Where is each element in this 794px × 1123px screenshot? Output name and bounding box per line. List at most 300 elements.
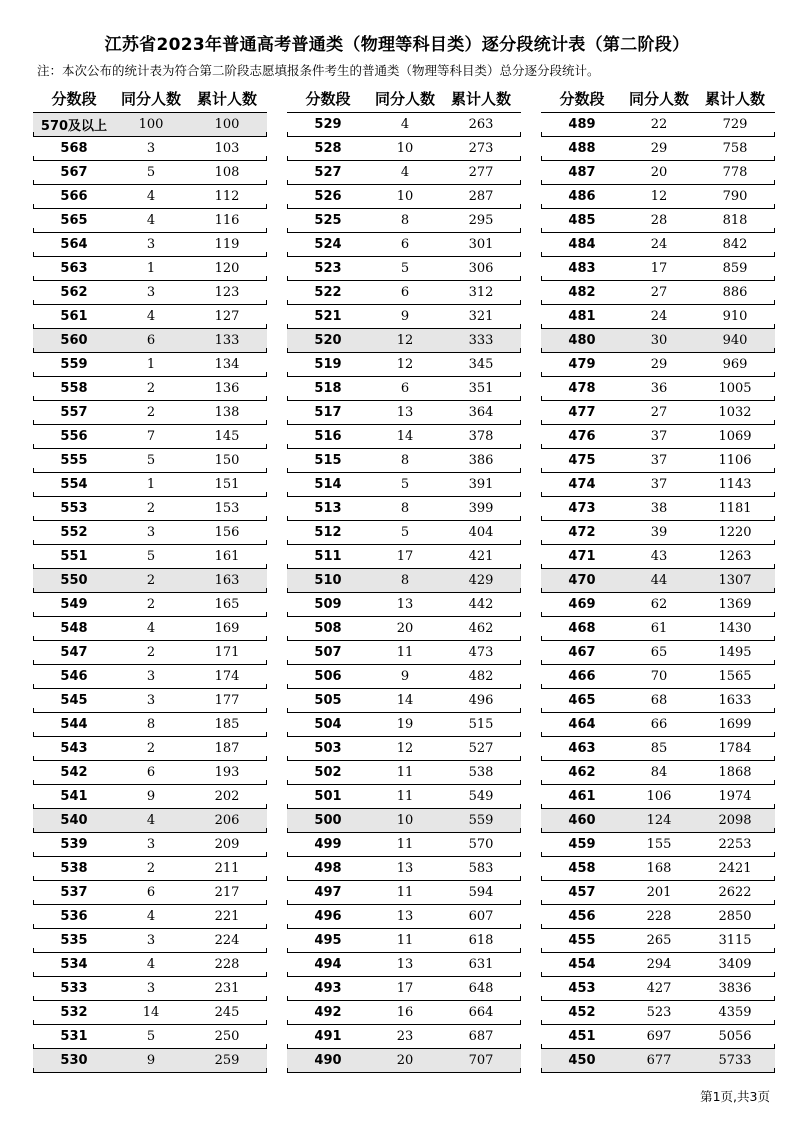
- table-row: [287, 1049, 521, 1073]
- table-row: [33, 257, 267, 281]
- table-row: [541, 593, 775, 617]
- score-cell: 536: [60, 909, 88, 924]
- cumulative-cell: 193: [214, 765, 240, 780]
- score-cell: 549: [60, 597, 88, 612]
- score-cell: 528: [314, 141, 342, 156]
- cumulative-cell: 842: [722, 237, 748, 252]
- cumulative-cell: 969: [722, 357, 748, 372]
- cumulative-cell: 1220: [718, 525, 752, 540]
- cumulative-cell: 250: [214, 1029, 240, 1044]
- cumulative-cell: 515: [468, 717, 494, 732]
- cumulative-cell: 473: [468, 645, 494, 660]
- same-count-cell: 100: [138, 117, 164, 132]
- table-row: [541, 833, 775, 857]
- cumulative-cell: 127: [214, 309, 240, 324]
- table-row: [33, 473, 267, 497]
- table-row: [287, 377, 521, 401]
- same-count-cell: 5: [400, 525, 410, 540]
- table-note: 注：本次公布的统计表为符合第二阶段志愿填报条件考生的普通类（物理等科目类）总分逐分段统计。: [37, 63, 600, 78]
- table-row: [33, 857, 267, 881]
- cumulative-cell: 940: [722, 333, 748, 348]
- table-row: [287, 329, 521, 353]
- table-row: [287, 713, 521, 737]
- table-row: [33, 449, 267, 473]
- score-cell: 498: [314, 861, 342, 876]
- table-row: [33, 737, 267, 761]
- cumulative-cell: 618: [468, 933, 494, 948]
- table-row: [541, 377, 775, 401]
- score-column-3: [541, 84, 775, 1073]
- score-cell: 503: [314, 741, 342, 756]
- score-cell: 557: [60, 405, 88, 420]
- score-cell: 460: [568, 813, 596, 828]
- table-row: [33, 929, 267, 953]
- score-cell: 467: [568, 645, 596, 660]
- table-row: [541, 401, 775, 425]
- cumulative-cell: 150: [214, 453, 240, 468]
- same-count-cell: 10: [396, 813, 414, 828]
- table-row: [541, 281, 775, 305]
- cumulative-cell: 1495: [718, 645, 752, 660]
- same-count-cell: 37: [650, 429, 668, 444]
- cumulative-cell: 404: [468, 525, 494, 540]
- same-count-cell: 228: [646, 909, 672, 924]
- same-count-cell: 11: [396, 765, 414, 780]
- score-cell: 480: [568, 333, 596, 348]
- cumulative-cell: 206: [214, 813, 240, 828]
- table-row: [541, 617, 775, 641]
- table-row: [287, 449, 521, 473]
- score-cell: 474: [568, 477, 596, 492]
- table-row: [541, 209, 775, 233]
- cumulative-cell: 818: [722, 213, 748, 228]
- cumulative-cell: 549: [468, 789, 494, 804]
- cumulative-cell: 306: [468, 261, 494, 276]
- same-count-cell: 8: [400, 213, 410, 228]
- cumulative-cell: 607: [468, 909, 494, 924]
- same-count-cell: 84: [650, 765, 668, 780]
- score-cell: 491: [314, 1029, 342, 1044]
- score-cell: 519: [314, 357, 342, 372]
- cumulative-cell: 559: [468, 813, 494, 828]
- table-row: [541, 665, 775, 689]
- same-count-cell: 2: [146, 741, 156, 756]
- table-row: [33, 953, 267, 977]
- score-cell: 513: [314, 501, 342, 516]
- same-count-cell: 6: [400, 237, 410, 252]
- table-row: [287, 521, 521, 545]
- cumulative-cell: 273: [468, 141, 494, 156]
- table-row: [33, 401, 267, 425]
- table-row: [287, 569, 521, 593]
- score-cell: 552: [60, 525, 88, 540]
- score-cell: 465: [568, 693, 596, 708]
- same-count-cell: 36: [650, 381, 668, 396]
- header-score: 分数段: [51, 89, 97, 108]
- same-count-cell: 2: [146, 861, 156, 876]
- score-cell: 562: [60, 285, 88, 300]
- table-row: [287, 737, 521, 761]
- score-cell: 568: [60, 141, 88, 156]
- table-row: [541, 449, 775, 473]
- score-cell: 475: [568, 453, 596, 468]
- table-row: [33, 785, 267, 809]
- same-count-cell: 20: [650, 165, 668, 180]
- table-row: [33, 881, 267, 905]
- cumulative-cell: 171: [214, 645, 240, 660]
- table-row: [287, 161, 521, 185]
- table-row: [541, 905, 775, 929]
- same-count-cell: 4: [400, 117, 410, 132]
- header-same-count: 同分人数: [374, 89, 435, 108]
- cumulative-cell: 119: [214, 237, 240, 252]
- cumulative-cell: 217: [214, 885, 240, 900]
- same-count-cell: 294: [646, 957, 672, 972]
- score-cell: 464: [568, 717, 596, 732]
- same-count-cell: 13: [396, 957, 414, 972]
- cumulative-cell: 1699: [718, 717, 752, 732]
- same-count-cell: 201: [646, 885, 672, 900]
- table-row: [33, 281, 267, 305]
- cumulative-cell: 287: [468, 189, 494, 204]
- cumulative-cell: 100: [214, 117, 240, 132]
- score-cell: 563: [60, 261, 88, 276]
- table-row: [541, 473, 775, 497]
- score-cell: 527: [314, 165, 342, 180]
- same-count-cell: 20: [396, 621, 414, 636]
- score-cell: 478: [568, 381, 596, 396]
- score-cell: 490: [314, 1053, 342, 1068]
- table-row: [541, 1049, 775, 1073]
- score-cell: 504: [314, 717, 342, 732]
- cumulative-cell: 386: [468, 453, 494, 468]
- table-row: [287, 785, 521, 809]
- score-cell: 462: [568, 765, 596, 780]
- score-cell: 471: [568, 549, 596, 564]
- same-count-cell: 1: [146, 357, 156, 372]
- table-row: [287, 305, 521, 329]
- same-count-cell: 11: [396, 789, 414, 804]
- header-same-count: 同分人数: [120, 89, 181, 108]
- cumulative-cell: 648: [468, 981, 494, 996]
- cumulative-cell: 224: [214, 933, 240, 948]
- same-count-cell: 677: [646, 1053, 672, 1068]
- cumulative-cell: 1032: [718, 405, 752, 420]
- table-row: [541, 1001, 775, 1025]
- same-count-cell: 23: [396, 1029, 414, 1044]
- score-cell: 550: [60, 573, 88, 588]
- cumulative-cell: 538: [468, 765, 494, 780]
- same-count-cell: 9: [146, 1053, 156, 1068]
- same-count-cell: 3: [146, 933, 156, 948]
- score-cell: 501: [314, 789, 342, 804]
- table-row: [287, 977, 521, 1001]
- score-cell: 558: [60, 381, 88, 396]
- same-count-cell: 24: [650, 309, 668, 324]
- cumulative-cell: 177: [214, 693, 240, 708]
- cumulative-cell: 209: [214, 837, 240, 852]
- header-cumulative: 累计人数: [196, 89, 257, 108]
- cumulative-cell: 729: [722, 117, 748, 132]
- score-cell: 507: [314, 645, 342, 660]
- table-row: [541, 881, 775, 905]
- table-row: [33, 521, 267, 545]
- same-count-cell: 2: [146, 501, 156, 516]
- score-cell: 483: [568, 261, 596, 276]
- table-row: [33, 209, 267, 233]
- score-cell: 452: [568, 1005, 596, 1020]
- table-row: [541, 353, 775, 377]
- table-row: [33, 113, 267, 137]
- same-count-cell: 12: [396, 333, 414, 348]
- same-count-cell: 28: [650, 213, 668, 228]
- score-cell: 544: [60, 717, 88, 732]
- same-count-cell: 13: [396, 909, 414, 924]
- score-cell: 542: [60, 765, 88, 780]
- score-cell: 566: [60, 189, 88, 204]
- score-cell: 477: [568, 405, 596, 420]
- table-row: [33, 545, 267, 569]
- table-row: [541, 929, 775, 953]
- table-row: [33, 497, 267, 521]
- same-count-cell: 4: [146, 909, 156, 924]
- score-cell: 520: [314, 333, 342, 348]
- score-cell: 547: [60, 645, 88, 660]
- cumulative-cell: 1784: [718, 741, 752, 756]
- cumulative-cell: 391: [468, 477, 494, 492]
- cumulative-cell: 429: [468, 573, 494, 588]
- same-count-cell: 22: [650, 117, 668, 132]
- same-count-cell: 85: [650, 741, 668, 756]
- score-cell: 533: [60, 981, 88, 996]
- cumulative-cell: 1633: [718, 693, 752, 708]
- same-count-cell: 20: [396, 1053, 414, 1068]
- cumulative-cell: 108: [214, 165, 240, 180]
- table-row: [287, 953, 521, 977]
- score-cell: 521: [314, 309, 342, 324]
- cumulative-cell: 1307: [718, 573, 752, 588]
- cumulative-cell: 421: [468, 549, 494, 564]
- cumulative-cell: 1369: [718, 597, 752, 612]
- same-count-cell: 9: [400, 309, 410, 324]
- cumulative-cell: 133: [214, 333, 240, 348]
- table-row: [287, 833, 521, 857]
- score-cell: 454: [568, 957, 596, 972]
- same-count-cell: 265: [646, 933, 672, 948]
- cumulative-cell: 583: [468, 861, 494, 876]
- table-row: [33, 593, 267, 617]
- same-count-cell: 11: [396, 645, 414, 660]
- cumulative-cell: 169: [214, 621, 240, 636]
- score-cell: 459: [568, 837, 596, 852]
- same-count-cell: 12: [396, 741, 414, 756]
- cumulative-cell: 2098: [718, 813, 752, 828]
- score-cell: 494: [314, 957, 342, 972]
- score-cell: 554: [60, 477, 88, 492]
- cumulative-cell: 5056: [718, 1029, 752, 1044]
- cumulative-cell: 886: [722, 285, 748, 300]
- same-count-cell: 4: [146, 213, 156, 228]
- score-cell: 495: [314, 933, 342, 948]
- score-cell: 551: [60, 549, 88, 564]
- table-row: [287, 497, 521, 521]
- same-count-cell: 14: [396, 693, 414, 708]
- table-row: [33, 761, 267, 785]
- cumulative-cell: 153: [214, 501, 240, 516]
- cumulative-cell: 462: [468, 621, 494, 636]
- score-cell: 493: [314, 981, 342, 996]
- same-count-cell: 2: [146, 573, 156, 588]
- table-row: [541, 809, 775, 833]
- table-row: [287, 545, 521, 569]
- score-cell: 488: [568, 141, 596, 156]
- table-row: [33, 713, 267, 737]
- table-row: [541, 977, 775, 1001]
- cumulative-cell: 231: [214, 981, 240, 996]
- table-row: [287, 113, 521, 137]
- same-count-cell: 62: [650, 597, 668, 612]
- score-column-1: [33, 84, 267, 1073]
- score-cell: 514: [314, 477, 342, 492]
- table-row: [287, 665, 521, 689]
- score-cell: 510: [314, 573, 342, 588]
- score-cell: 461: [568, 789, 596, 804]
- cumulative-cell: 1430: [718, 621, 752, 636]
- table-row: [33, 353, 267, 377]
- same-count-cell: 14: [396, 429, 414, 444]
- same-count-cell: 11: [396, 933, 414, 948]
- score-cell: 453: [568, 981, 596, 996]
- same-count-cell: 17: [396, 981, 414, 996]
- table-row: [541, 857, 775, 881]
- cumulative-cell: 859: [722, 261, 748, 276]
- score-cell: 512: [314, 525, 342, 540]
- cumulative-cell: 442: [468, 597, 494, 612]
- cumulative-cell: 687: [468, 1029, 494, 1044]
- same-count-cell: 2: [146, 645, 156, 660]
- same-count-cell: 66: [650, 717, 668, 732]
- cumulative-cell: 321: [468, 309, 494, 324]
- same-count-cell: 5: [146, 165, 156, 180]
- table-row: [541, 497, 775, 521]
- table-row: [287, 1001, 521, 1025]
- cumulative-cell: 2850: [718, 909, 752, 924]
- cumulative-cell: 664: [468, 1005, 494, 1020]
- same-count-cell: 4: [146, 309, 156, 324]
- same-count-cell: 19: [396, 717, 414, 732]
- page-title: 江苏省2023年普通高考普通类（物理等科目类）逐分段统计表（第二阶段）: [104, 35, 690, 55]
- score-cell: 555: [60, 453, 88, 468]
- same-count-cell: 3: [146, 693, 156, 708]
- table-row: [33, 1049, 267, 1073]
- score-cell: 560: [60, 333, 88, 348]
- cumulative-cell: 351: [468, 381, 494, 396]
- same-count-cell: 37: [650, 453, 668, 468]
- table-row: [287, 257, 521, 281]
- score-cell: 559: [60, 357, 88, 372]
- same-count-cell: 124: [646, 813, 672, 828]
- same-count-cell: 3: [146, 141, 156, 156]
- table-row: [33, 1025, 267, 1049]
- header-score: 分数段: [305, 89, 351, 108]
- cumulative-cell: 2421: [718, 861, 752, 876]
- table-row: [287, 761, 521, 785]
- cumulative-cell: 145: [214, 429, 240, 444]
- table-row: [541, 737, 775, 761]
- cumulative-cell: 301: [468, 237, 494, 252]
- cumulative-cell: 345: [468, 357, 494, 372]
- cumulative-cell: 1565: [718, 669, 752, 684]
- same-count-cell: 9: [400, 669, 410, 684]
- score-cell: 548: [60, 621, 88, 636]
- same-count-cell: 43: [650, 549, 668, 564]
- score-cell: 472: [568, 525, 596, 540]
- table-row: [287, 881, 521, 905]
- score-cell: 517: [314, 405, 342, 420]
- table-row: [33, 377, 267, 401]
- table-row: [287, 401, 521, 425]
- score-cell: 538: [60, 861, 88, 876]
- table-row: [33, 305, 267, 329]
- same-count-cell: 37: [650, 477, 668, 492]
- same-count-cell: 3: [146, 981, 156, 996]
- table-row: [33, 809, 267, 833]
- same-count-cell: 13: [396, 405, 414, 420]
- table-row: [287, 209, 521, 233]
- same-count-cell: 3: [146, 669, 156, 684]
- same-count-cell: 9: [146, 789, 156, 804]
- score-cell: 496: [314, 909, 342, 924]
- cumulative-cell: 482: [468, 669, 494, 684]
- score-cell: 545: [60, 693, 88, 708]
- table-row: [541, 545, 775, 569]
- cumulative-cell: 758: [722, 141, 748, 156]
- table-row: [287, 137, 521, 161]
- cumulative-cell: 187: [214, 741, 240, 756]
- cumulative-cell: 263: [468, 117, 494, 132]
- table-row: [33, 161, 267, 185]
- score-cell: 529: [314, 117, 342, 132]
- same-count-cell: 27: [650, 405, 668, 420]
- same-count-cell: 6: [146, 765, 156, 780]
- table-row: [541, 641, 775, 665]
- score-cell: 482: [568, 285, 596, 300]
- score-cell: 516: [314, 429, 342, 444]
- column-header: [287, 84, 521, 112]
- table-row: [33, 617, 267, 641]
- table-row: [33, 977, 267, 1001]
- table-row: [287, 281, 521, 305]
- table-row: [287, 593, 521, 617]
- cumulative-cell: 496: [468, 693, 494, 708]
- score-cell: 526: [314, 189, 342, 204]
- same-count-cell: 6: [400, 381, 410, 396]
- score-cell: 484: [568, 237, 596, 252]
- score-cell: 523: [314, 261, 342, 276]
- score-cell: 532: [60, 1005, 88, 1020]
- score-cell: 468: [568, 621, 596, 636]
- score-cell: 546: [60, 669, 88, 684]
- cumulative-cell: 778: [722, 165, 748, 180]
- table-row: [541, 521, 775, 545]
- same-count-cell: 10: [396, 141, 414, 156]
- score-cell: 556: [60, 429, 88, 444]
- score-cell: 518: [314, 381, 342, 396]
- score-cell: 539: [60, 837, 88, 852]
- cumulative-cell: 174: [214, 669, 240, 684]
- same-count-cell: 65: [650, 645, 668, 660]
- table-row: [33, 665, 267, 689]
